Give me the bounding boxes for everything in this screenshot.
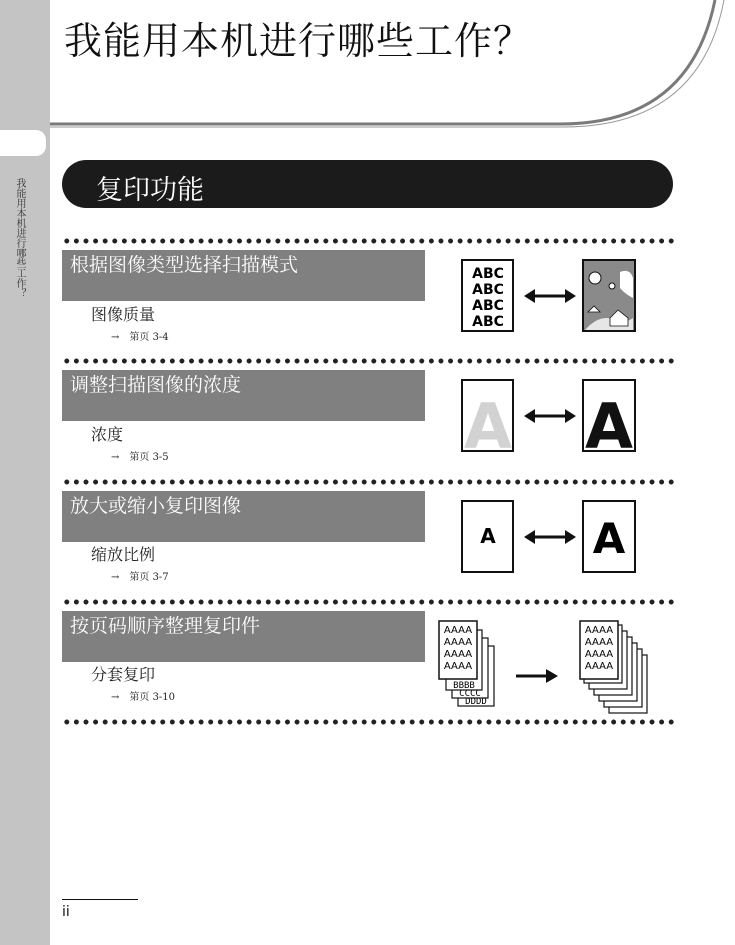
page-reference[interactable] — [111, 688, 175, 703]
footer-rule — [62, 899, 138, 900]
side-running-title: 我能用本机进行哪些工作？ — [14, 178, 25, 298]
feature-heading: 根据图像类型选择扫描模式 — [70, 254, 299, 276]
page-number: ii — [62, 904, 70, 920]
feature-heading: 按页码顺序整理复印件 — [70, 615, 261, 637]
small-letter: A — [480, 524, 496, 548]
svg-text:AAAA: AAAA — [584, 649, 614, 660]
svg-text:AAAA: AAAA — [443, 637, 473, 648]
svg-text:AAAA: AAAA — [443, 661, 473, 672]
density-illustration — [460, 378, 640, 454]
feature-heading-bar — [62, 370, 425, 421]
svg-text:AAAA: AAAA — [584, 661, 614, 672]
uncollated-stack-icon — [439, 621, 494, 707]
arrow-icon: → — [111, 332, 120, 343]
dotted-separator — [62, 358, 674, 364]
svg-text:AAAA: AAAA — [584, 637, 614, 648]
page-reference-text: 第页 3-4 — [129, 332, 169, 343]
dotted-separator — [62, 479, 674, 485]
collated-sets-icon — [580, 621, 647, 713]
arrow-icon: → — [111, 692, 120, 703]
feature-heading-bar — [62, 611, 425, 662]
dotted-separator — [62, 599, 674, 605]
dark-letter: A — [585, 390, 633, 454]
page-title: 我能用本机进行哪些工作？ — [64, 19, 533, 63]
faded-letter: A — [464, 390, 512, 454]
large-letter: A — [592, 514, 626, 563]
page-reference-text: 第页 3-10 — [129, 692, 176, 703]
double-arrow-icon — [524, 289, 576, 303]
page-reference-text: 第页 3-7 — [129, 572, 169, 583]
zoom-illustration — [460, 499, 640, 575]
abc-line: ABC — [472, 266, 504, 282]
abc-line: ABC — [472, 314, 504, 330]
page-reference[interactable] — [111, 328, 169, 343]
page-reference[interactable] — [111, 568, 169, 583]
svg-text:AAAA: AAAA — [584, 625, 614, 636]
right-arrow-icon — [516, 669, 558, 683]
dotted-separator — [62, 719, 674, 725]
feature-item: 分套复印 — [91, 665, 156, 684]
svg-text:BBBB: BBBB — [453, 681, 475, 691]
page-reference-text: 第页 3-5 — [129, 452, 169, 463]
abc-line: ABC — [472, 298, 504, 314]
svg-text:AAAA: AAAA — [443, 649, 473, 660]
abc-line: ABC — [472, 282, 504, 298]
arrow-icon: → — [111, 572, 120, 583]
double-arrow-icon — [524, 530, 576, 544]
feature-heading-bar — [62, 250, 425, 301]
svg-text:DDDD: DDDD — [465, 697, 487, 707]
photo-document-icon — [583, 260, 635, 331]
section-title: 复印功能 — [96, 175, 204, 206]
feature-item: 缩放比例 — [91, 545, 156, 564]
double-arrow-icon — [524, 409, 576, 423]
feature-item: 浓度 — [91, 425, 124, 444]
svg-text:AAAA: AAAA — [443, 625, 473, 636]
feature-heading: 调整扫描图像的浓度 — [70, 374, 242, 396]
feature-heading-bar — [62, 491, 425, 542]
feature-heading: 放大或缩小复印图像 — [70, 495, 242, 517]
dotted-separator — [62, 238, 674, 244]
image-quality-illustration — [460, 258, 640, 334]
arrow-icon: → — [111, 452, 120, 463]
collate-illustration — [436, 618, 668, 714]
page-reference[interactable] — [111, 448, 169, 463]
svg-text:CCCC: CCCC — [459, 689, 481, 699]
feature-item: 图像质量 — [91, 305, 156, 324]
